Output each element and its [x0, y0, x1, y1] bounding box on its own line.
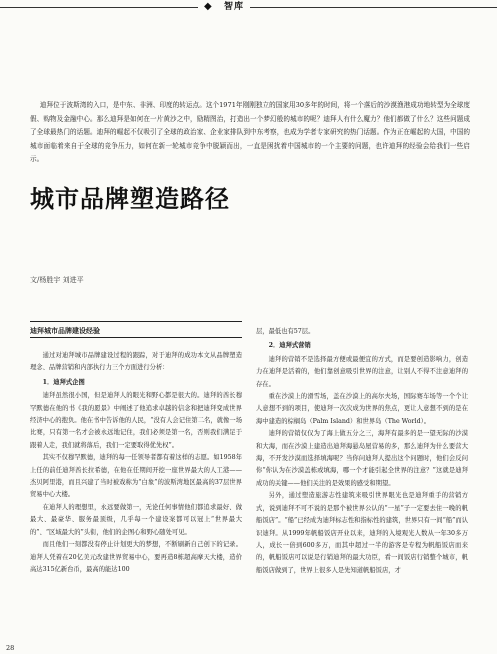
body-paragraph: 迪拜的营销仅仅为了海上做五分之三，海拜有最多的是一望无际的沙漠和大海，而在沙漠上建造出迪拜海悬岛屋营易的多，那么迪拜为什么要营大海，不开发沙漠而选择填海呢？当你问迪拜人提出这个问题时，他们会反问你“你认为在沙漠盖栋或填海，哪一个才能引起全世界的注意？”这就是迪拜成功的关键——他们关注的是效果的感受和期望。: [256, 430, 468, 487]
body-paragraph: 重在沙漠上的滑雪场，盖在沙漠上的高尔夫场，国际赛车场等一个个让人意想不到的项目，使迪拜一次次成为世界的焦点，更让人意想不到的是在海中建造的棕榈岛（Palm Island）和世界岛（The World）。: [256, 393, 468, 425]
body-paragraph: 通过对迪拜城市品牌建设过程的跟踪，对于迪拜的成功本文从品牌塑造理念、品牌营销和内部执行力三个方面进行分析：: [30, 352, 242, 372]
page-header: [0, 0, 497, 14]
body-paragraph: 而且他们一刻都没有停止计划更大的梦想，不断刷新自己创下的记录。迪拜人凭着在20亿美元改建世界贸易中心，要再造8栋超高摩天大楼，造价高达315亿新台币，最高的能达100: [30, 541, 242, 573]
subsection-heading: 1．迪拜式企图: [42, 378, 85, 386]
intro-paragraph-block: [30, 99, 470, 167]
section-label: 智库: [224, 2, 245, 12]
section-rule-bottom: [30, 337, 242, 338]
body-paragraph: 层，最低也有57层。: [256, 328, 315, 335]
body-paragraph: 迪拜虽然很小国，但是迪拜人的眼光和野心都是很大的。迪拜的酋长穆罕默德在他的书《我的愿景》中阐述了他追求卓越的信念和把迪拜变成世界经济中心的抱负。他在书中告诉他的人民，“没有人会记住第二名，就像一场比赛，只有第一名才会被永远地记住，我们必须是第一名，否则我们满足于跟着人走，我们就将落后，我们一定要取得优先权”。: [30, 392, 242, 449]
body-paragraph: 另外，通过塑造旅游志性建筑来吸引世界眼光也是迪拜重手的营销方式，说到迪拜不可不说的是那个被世界公认的“一星”子一定要去住一晚的帆船饭店”。“船”已经成为迪拜标志性和指标性的建筑，世界只有一间“船”而认识迪拜。从1999年帆船饭店开业以来，迪拜的入境观光人数从一年30多万人，成长一倍到600多万，而其中超过一半的游客是专程为帆船饭店而来的，帆船饭店可以说是行销迪拜的最大功臣，看一间饭店行销整个城市，帆船饭店做到了，世界上很多人是先知道帆船饭店，才: [256, 492, 468, 574]
article-title: 城市品牌塑造路径: [30, 185, 230, 213]
header-rule-right: [250, 7, 497, 8]
diamond-icon: ◆: [204, 1, 212, 12]
left-column: [30, 350, 242, 576]
page-number: 28: [6, 644, 15, 652]
body-paragraph: 在迪拜人的理想里，永远要做第一，无论任何事情他们都追求最好、做最大、最豪华、服务最顶级，几乎每一个建设案都可以冠上“世界最大的”、“区域最大的”头衔，他们的企图心和野心随处可见。: [30, 503, 242, 536]
intro-paragraph: 迪拜位于波斯湾的入口，是中东、非洲、印度的转运点。这个1971年刚刚独立的国家用30多年的时间，将一个落后的沙漠渔港成功地转型为全球度假、购物及金融中心。那么迪拜是如何在一片黄沙之中，励精图治，打造出一个梦幻般的城市的呢？迪拜人有什么魔力？他们都做了什么？这些问题成了全球最热门的话题。迪拜的崛起不仅吸引了全球的政治家、企业家排队到中东考察，也成为学者专家研究的热门话题。作为正在崛起的大国，中国的城市面临着来自于全球的竞争压力，如何在新一轮城市竞争中脱颖而出，一直是困扰着中国城市的一个主要的问题，也许迪拜的经验会给我们一些启示。: [30, 101, 470, 163]
section-heading: 迪拜城市品牌建设经验: [30, 327, 100, 335]
subsection-heading: 2．迪拜式营销: [268, 342, 311, 350]
article-author: 文/杨胜宇 刘进平: [30, 276, 84, 284]
section-rule-top: [30, 321, 242, 322]
right-column: [256, 326, 468, 577]
header-rule-left: [0, 7, 198, 8]
body-paragraph: 其实不仅穆罕默德，迪拜的每一任领导者都有着这样的志愿。如1958年上任的前任迪拜酋长拉希德，在他在任期间开挖一座世界最大的人工港——杰贝阿里港，而且兴建了当时被戏称为“白象”的波斯湾地区最高的37层世界贸易中心大楼。: [30, 454, 242, 499]
body-paragraph: 迪拜的营销不是选择最方便或最便宜的方式，而是要创造影响力，创造力在迪拜是活着的，他们靠创意吸引世界的注意，让别人不得不注意迪拜的存在。: [256, 355, 468, 388]
